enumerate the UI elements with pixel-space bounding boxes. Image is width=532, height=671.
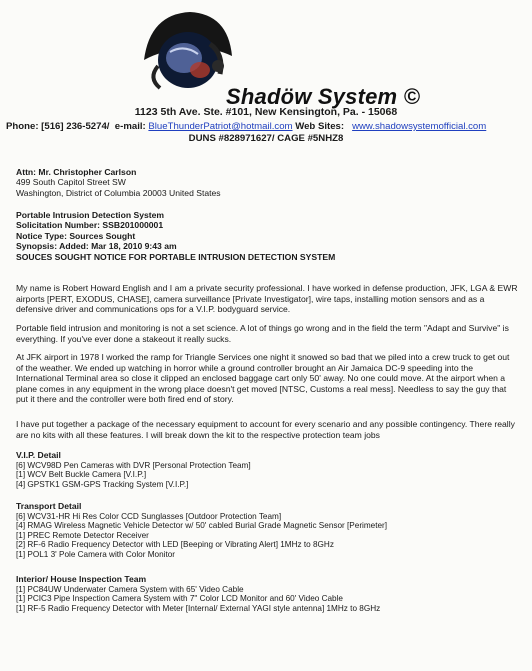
contact-line xyxy=(6,121,486,132)
list-item: [1] RF-5 Radio Frequency Detector with Meter [Internal/ External YAGI style antenna] 1MHz to 8GHz xyxy=(16,603,381,613)
paragraph-4: I have put together a package of the necessary equipment to account for every scenario and any possible contingency. There really are no kits with all these features. I will break down the kit to the respective protection team jobs xyxy=(16,419,515,440)
company-address: 1123 5th Ave. Ste. #101, New Kensington, Pa. - 15068 xyxy=(134,106,398,118)
list-item: [1] PCIC3 Pipe Inspection Camera System with 7" Color LCD Monitor and 60' Video Cable xyxy=(16,594,343,604)
company-name: Shadöw System © xyxy=(226,84,421,109)
section-title: Interior/ House Inspection Team xyxy=(16,574,147,584)
section-title: V.I.P. Detail xyxy=(16,450,61,460)
section-title: Transport Detail xyxy=(16,501,82,511)
paragraph-2: Portable field intrusion and monitoring is not a set science. A lot of things go wrong and in the field the term "Adapt and Survive" is everything. If you've ever done a stakeout it really sucks. xyxy=(16,323,509,344)
synopsis: Synopsis: Added: Mar 18, 2010 9:43 am xyxy=(16,241,177,252)
phone-text: Phone: [516] 236-5274/ xyxy=(6,121,110,132)
duns-cage-line: DUNS #828971627/ CAGE #5NHZ8 xyxy=(188,133,344,144)
email-label: e-mail: xyxy=(114,121,146,132)
street-line: 499 South Capitol Street SW xyxy=(16,177,126,188)
list-item: [6] WCV31-HR Hi Res Color CCD Sunglasses [Outdoor Protection Team] xyxy=(16,511,282,521)
shadow-system-logo xyxy=(140,8,234,92)
website-link[interactable]: www.shadowsystemofficial.com xyxy=(352,121,487,132)
list-item: [1] PREC Remote Detector Receiver xyxy=(16,530,149,540)
notice-type: Notice Type: Sources Sought xyxy=(16,230,136,241)
paragraph-1: My name is Robert Howard English and I am a private security professional. I have worked in defense production, JFK, LGA & EWR airports [PERT, EXODUS, CHASE], camera surveillance [Private Investigator], wire taps, installing motion sensors and as a defensive driver and communications ops for a V.I.P. bodyguard service. xyxy=(16,283,518,315)
notice-heading: SOUCES SOUGHT NOTICE FOR PORTABLE INTRUSION DETECTION SYSTEM xyxy=(16,251,336,262)
transport-detail-section xyxy=(16,502,520,560)
paragraph-3: At JFK airport in 1978 I worked the ramp for Triangle Services one night it snowed so bad that we piled into a crew truck to get out of the weather. We ended up watching in horror while a ground controller brought an Air Jamaica DC-9 speeding into the International Terminal area so close it clipped an enclosed baggage cart only 50' away. No one could move. At the airport when a plane comes in any equipment in the wrong place doesn't get moved [NTSC, Customs a real mess]. Needless to say the guy that put it there and the controller were both fired end of story. xyxy=(16,352,510,405)
list-item: [1] PC84UW Underwater Camera System with 65' Video Cable xyxy=(16,584,244,594)
interior-inspection-section xyxy=(16,575,520,613)
notice-block xyxy=(16,210,520,262)
list-item: [1] WCV Belt Buckle Camera [V.I.P.] xyxy=(16,470,147,480)
city-line: Washington, District of Columbia 20003 United States xyxy=(16,187,221,198)
recipient-block xyxy=(16,167,520,198)
email-link[interactable]: BlueThunderPatriot@hotmail.com xyxy=(148,121,293,132)
vip-detail-section xyxy=(16,451,520,489)
list-item: [2] RF-6 Radio Frequency Detector with LED [Beeping or Vibrating Alert] 1MHz to 8GHz xyxy=(16,540,334,550)
notice-title: Portable Intrusion Detection System xyxy=(16,210,165,220)
solicitation-number: Solicitation Number: SSB201000001 xyxy=(16,220,164,231)
list-item: [4] GPSTK1 GSM-GPS Tracking System [V.I.P.] xyxy=(16,479,189,489)
list-item: [4] RMAG Wireless Magnetic Vehicle Detector w/ 50' cabled Burial Grade Magnetic Sensor [Perimeter] xyxy=(16,521,388,531)
attn-line: Attn: Mr. Christopher Carlson xyxy=(16,167,137,177)
list-item: [6] WCV98D Pen Cameras with DVR [Personal Protection Team] xyxy=(16,460,251,470)
web-label: Web Sites: xyxy=(295,121,345,132)
list-item: [1] POL1 3' Pole Camera with Color Monitor xyxy=(16,549,176,559)
